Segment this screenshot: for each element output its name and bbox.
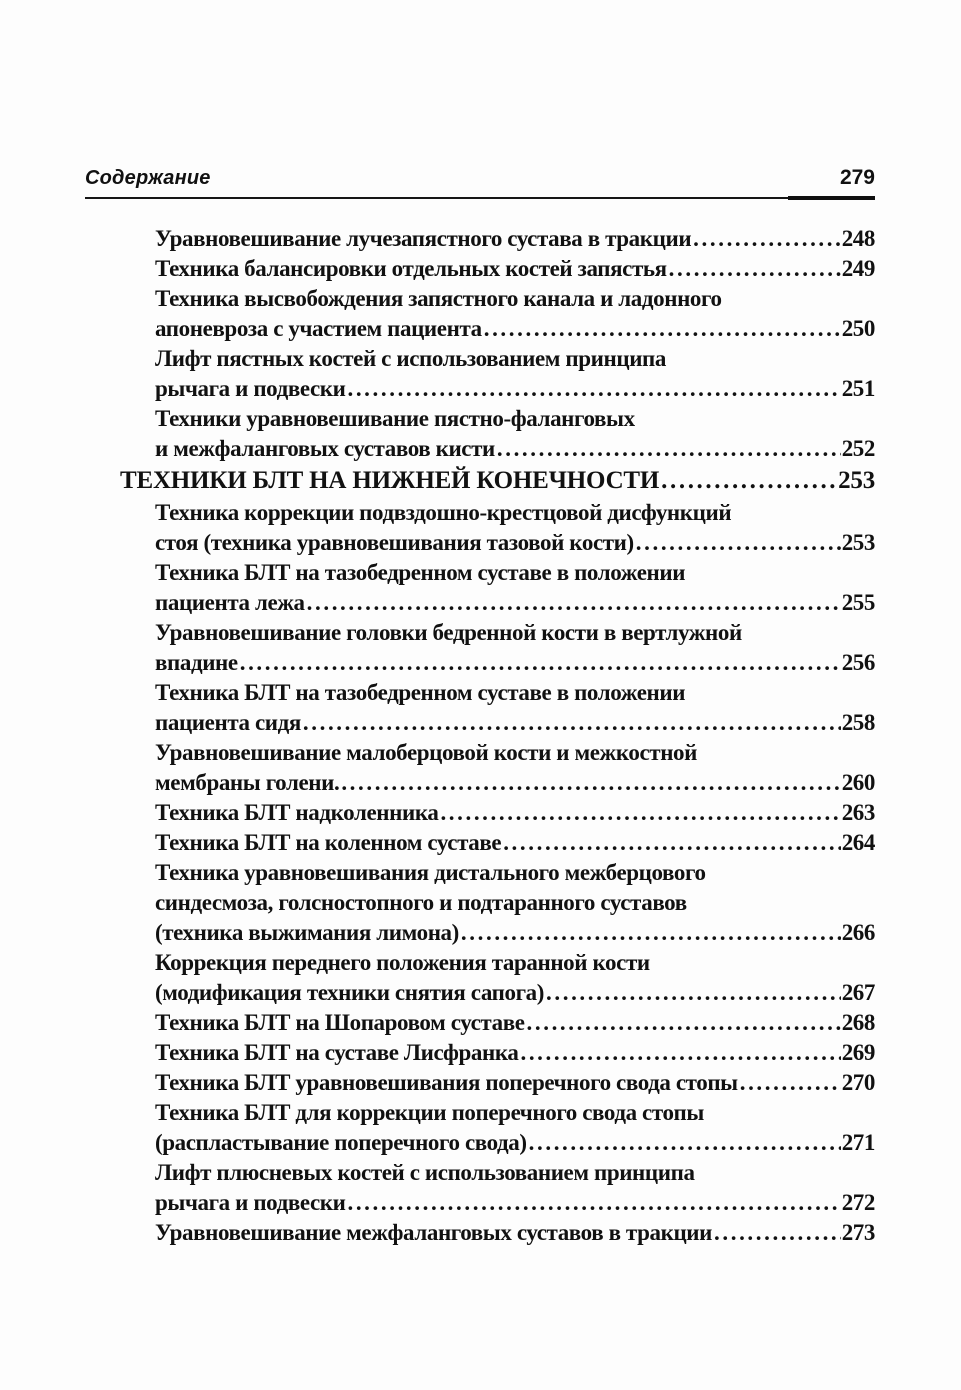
toc-entry-text: Техника БЛТ уравновешивания поперечного свода стопы [155, 1070, 738, 1095]
toc-entry-line [0, 1218, 875, 1248]
toc-entry-text: Уравновешивание лучезапястного сустава в тракции [155, 226, 692, 251]
toc-entry-text: синдесмоза, голсностопного и подтаранного суставов [155, 890, 687, 915]
dot-leader [503, 828, 840, 858]
toc-entry-text: Техника высвобождения запястного канала и ладонного [155, 286, 722, 311]
toc-entry-line [0, 618, 875, 648]
toc-entry-line [0, 466, 875, 496]
toc-page-number: 256 [841, 650, 875, 675]
toc-entry-text: и межфаланговых суставов кисти [155, 436, 495, 461]
dot-leader [347, 1188, 840, 1218]
toc-entry [0, 948, 875, 1008]
toc-entry-text: Техника коррекции подвздошно-крестцовой дисфункций [155, 500, 732, 525]
toc-page-number: 260 [841, 770, 875, 795]
toc-entry-text: Техника БЛТ на тазобедренном суставе в положении [155, 560, 686, 585]
toc-entry-line [0, 1008, 875, 1038]
toc-entry-line [0, 498, 875, 528]
toc-entry-line [0, 828, 875, 858]
toc-entry-text: Техника БЛТ на Шопаровом суставе [155, 1010, 525, 1035]
dot-leader [307, 588, 841, 618]
toc-entry-text: Техника БЛТ на коленном суставе [155, 830, 502, 855]
page-number: 279 [839, 166, 875, 189]
toc-page-number: 248 [841, 226, 875, 251]
toc-entry-line [0, 648, 875, 678]
dot-leader [661, 466, 837, 496]
toc-entry [0, 1038, 875, 1068]
toc-entry-text: (распластывание поперечного свода) [155, 1130, 527, 1155]
toc-page-number: 253 [841, 530, 875, 555]
toc-entry-line [0, 708, 875, 738]
toc-entry [0, 498, 875, 558]
toc-entry-text: Техника балансировки отдельных костей запястья [155, 256, 667, 281]
toc-page-number: 255 [841, 590, 875, 615]
toc-entry [0, 224, 875, 254]
toc-entry-text: Лифт плюсневых костей с использованием принципа [155, 1160, 695, 1185]
running-head [85, 166, 875, 190]
dot-leader [303, 708, 841, 738]
toc-entry-text: рычага и подвески [155, 376, 346, 401]
toc-entry-line [0, 948, 875, 978]
toc-page-number: 264 [841, 830, 875, 855]
header-rule [85, 197, 875, 199]
dot-leader [520, 1038, 840, 1068]
dot-leader [497, 434, 841, 464]
toc-entry [0, 1068, 875, 1098]
toc-entry [0, 618, 875, 678]
toc-entry-text: апоневроза с участием пациента [155, 316, 482, 341]
toc-entry [0, 828, 875, 858]
toc-section-heading [0, 466, 875, 496]
dot-leader [636, 528, 841, 558]
toc-entry-line [0, 798, 875, 828]
toc-entry-line [0, 558, 875, 588]
toc-entry-text: Уравновешивание головки бедренной кости в вертлужной [155, 620, 742, 645]
toc-entry-text: мембраны голени. [155, 770, 340, 795]
toc-entry-line [0, 1158, 875, 1188]
dot-leader [341, 768, 840, 798]
toc-list [0, 224, 875, 1248]
toc-page-number: 273 [841, 1220, 875, 1245]
toc-page-number: 269 [841, 1040, 875, 1065]
toc-entry [0, 284, 875, 344]
toc-entry [0, 404, 875, 464]
running-title: Содержание [85, 167, 211, 189]
toc-page-number: 270 [841, 1070, 875, 1095]
toc-entry [0, 558, 875, 618]
toc-page-number: 250 [841, 316, 875, 341]
toc-page-number: 266 [841, 920, 875, 945]
toc-entry [0, 858, 875, 948]
toc-entry [0, 798, 875, 828]
toc-page-number: 263 [841, 800, 875, 825]
toc-page-number: 253 [838, 467, 875, 494]
dot-leader [240, 648, 841, 678]
dot-leader [669, 254, 841, 284]
toc-entry [0, 678, 875, 738]
toc-page-number: 249 [841, 256, 875, 281]
toc-entry [0, 344, 875, 404]
dot-leader [347, 374, 840, 404]
toc-entry-text: Техника БЛТ на тазобедренном суставе в положении [155, 680, 686, 705]
toc-entry-line [0, 678, 875, 708]
toc-entry-line [0, 1068, 875, 1098]
toc-entry-line [0, 434, 875, 464]
toc-entry-line [0, 858, 875, 888]
dot-leader [693, 224, 841, 254]
dot-leader [529, 1128, 841, 1158]
toc-entry-line [0, 888, 875, 918]
toc-entry-line [0, 284, 875, 314]
toc-entry-text: впадине [155, 650, 238, 675]
toc-entry-text: Техника БЛТ для коррекции поперечного свода стопы [155, 1100, 704, 1125]
toc-page-number: 268 [841, 1010, 875, 1035]
toc-entry [0, 1218, 875, 1248]
toc-entry-line [0, 1188, 875, 1218]
toc-entry-line [0, 918, 875, 948]
toc-entry-text: Техника БЛТ надколенника [155, 800, 439, 825]
toc-entry-text: пациента лежа [155, 590, 305, 615]
toc-entry-line [0, 404, 875, 434]
toc-entry-text: рычага и подвески [155, 1190, 346, 1215]
toc-entry [0, 1098, 875, 1158]
dot-leader [461, 918, 841, 948]
toc-page-number: 252 [841, 436, 875, 461]
toc-entry-line [0, 978, 875, 1008]
toc-entry-line [0, 768, 875, 798]
toc-entry-line [0, 588, 875, 618]
toc-entry-text: Уравновешивание межфаланговых суставов в тракции [155, 1220, 713, 1245]
toc-page-number: 272 [841, 1190, 875, 1215]
toc-entry-text: Коррекция переднего положения таранной кости [155, 950, 650, 975]
dot-leader [740, 1068, 841, 1098]
toc-entry [0, 1008, 875, 1038]
toc-entry-text: стоя (техника уравновешивания тазовой кости) [155, 530, 634, 555]
toc-entry-line [0, 1098, 875, 1128]
toc-entry-text: Техника уравновешивания дистального межберцового [155, 860, 706, 885]
toc-entry-line [0, 1038, 875, 1068]
toc-page-number: 258 [841, 710, 875, 735]
toc-entry [0, 254, 875, 284]
toc-page-number: 251 [841, 376, 875, 401]
toc-entry-line [0, 314, 875, 344]
toc-entry-line [0, 528, 875, 558]
toc-entry-text: Техники уравновешивание пястно-фаланговых [155, 406, 635, 431]
toc-page-number: 271 [841, 1130, 875, 1155]
toc-entry-text: пациента сидя [155, 710, 301, 735]
dot-leader [527, 1008, 841, 1038]
toc-entry-text: ТЕХНИКИ БЛТ НА НИЖНЕЙ КОНЕЧНОСТИ [120, 467, 660, 494]
dot-leader [714, 1218, 841, 1248]
dot-leader [484, 314, 841, 344]
toc-entry-text: Уравновешивание малоберцовой кости и межкостной [155, 740, 697, 765]
toc-entry [0, 738, 875, 798]
dot-leader [546, 978, 841, 1008]
toc-entry-text: Техника БЛТ на суставе Лисфранка [155, 1040, 519, 1065]
toc-entry-line [0, 374, 875, 404]
header-rule-right-segment [788, 196, 875, 200]
toc-entry-text: (техника выжимания лимона) [155, 920, 459, 945]
toc-entry [0, 1158, 875, 1218]
toc-entry-line [0, 344, 875, 374]
dot-leader [440, 798, 840, 828]
toc-page-number: 267 [841, 980, 875, 1005]
toc-entry-line [0, 1128, 875, 1158]
toc-entry-text: Лифт пястных костей с использованием принципа [155, 346, 667, 371]
toc-entry-text: (модификация техники снятия сапога) [155, 980, 545, 1005]
toc-entry-line [0, 738, 875, 768]
toc-entry-line [0, 254, 875, 284]
toc-entry-line [0, 224, 875, 254]
